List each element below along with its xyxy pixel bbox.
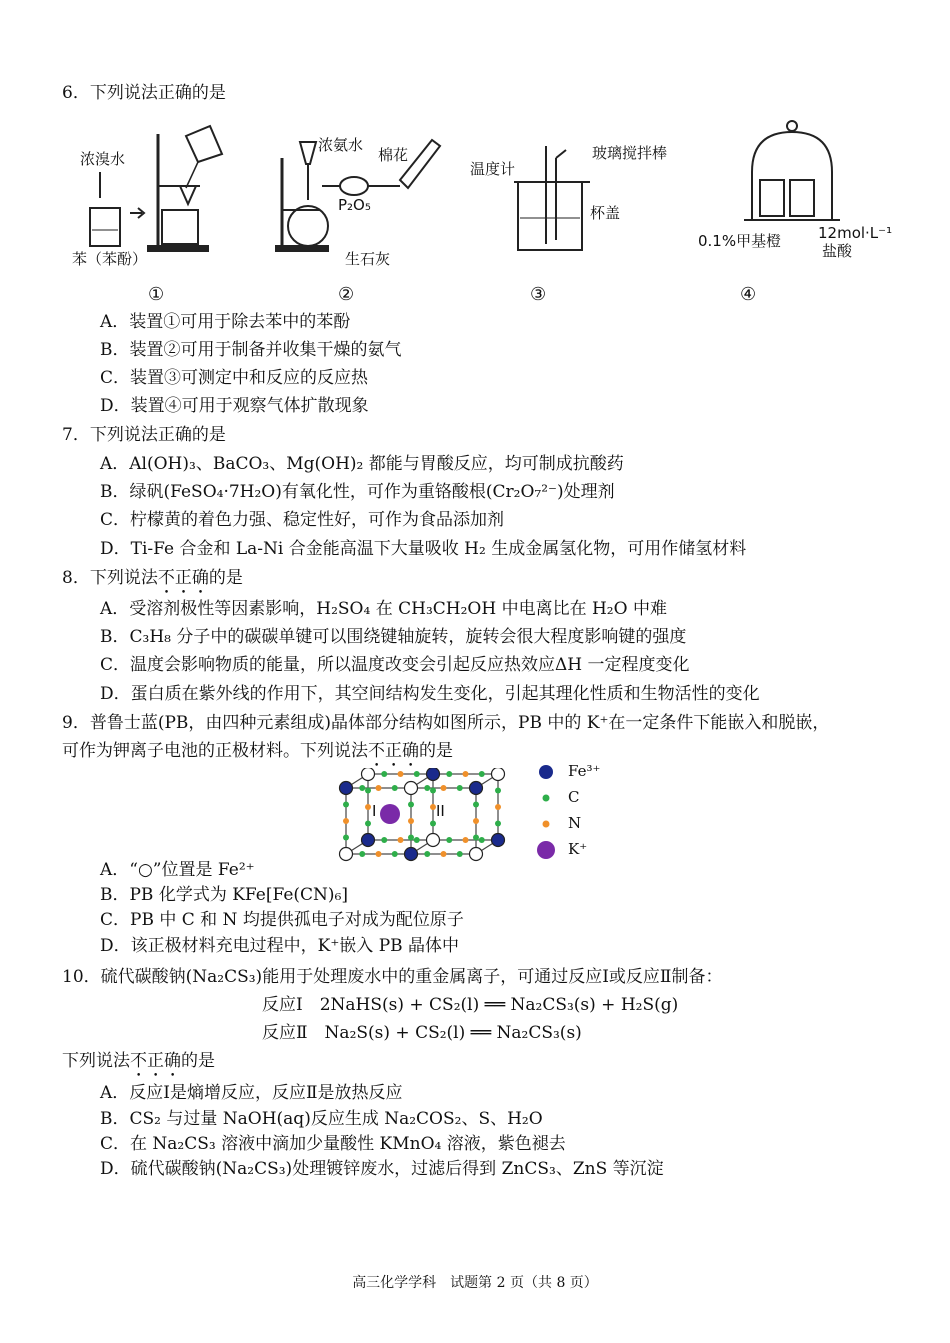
nitrogen-atom: [408, 818, 414, 824]
q9-stem-line1: 9．普鲁士蓝(PB，由四种元素组成)晶体部分结构如图所示，PB 中的 K⁺在一定条件下能嵌入和脱嵌，: [62, 713, 830, 733]
nitrogen-atom: [398, 837, 404, 843]
carbon-atom: [359, 785, 365, 791]
crystal-structure-figure: [334, 768, 534, 868]
carbon-atom: [359, 851, 365, 857]
q9-option-b: B．PB 化学式为 KFe[Fe(CN)₆]: [100, 885, 349, 905]
figure-number-4: ④: [740, 284, 757, 305]
carbon-atom: [408, 802, 414, 808]
carbon-atom: [457, 785, 463, 791]
q7-option-b: B．绿矾(FeSO₄·7H₂O)有氧化性，可作为重铬酸根(Cr₂O₇²⁻)处理剂: [100, 482, 615, 502]
f3-thermo-label: 温度计: [470, 160, 516, 178]
carbon-atom: [446, 771, 452, 777]
q10-cont-emphasis: 不正确: [130, 1051, 181, 1071]
q7-option-c: C．柠檬黄的着色力强、稳定性好，可作为食品添加剂: [100, 510, 505, 530]
f4-right-conc-label: 12mol·L⁻¹: [818, 224, 893, 242]
fe3-atom: [492, 834, 505, 847]
q6-option-d: D．装置④可用于观察气体扩散现象: [100, 396, 369, 416]
q10-cont-pre: 下列说法: [62, 1051, 130, 1071]
carbon-atom: [473, 835, 479, 841]
f2-solid-label: 生石灰: [345, 250, 391, 268]
legend-n: N: [568, 814, 582, 832]
carbon-atom: [343, 835, 349, 841]
q6-apparatus-figure: [0, 118, 950, 288]
fe2-atom: [427, 834, 440, 847]
carbon-atom: [424, 851, 430, 857]
carbon-atom: [430, 788, 436, 794]
carbon-atom: [343, 802, 349, 808]
q10-option-a: A．反应Ⅰ是熵增反应，反应Ⅱ是放热反应: [100, 1083, 403, 1103]
q9-option-d: D．该正极材料充电过程中，K⁺嵌入 PB 晶体中: [100, 936, 460, 956]
fe3-atom: [427, 768, 440, 781]
carbon-atom: [495, 821, 501, 827]
apparatus-2: [276, 136, 440, 268]
f2-cotton-label: 棉花: [378, 146, 409, 164]
apparatus-1: [72, 126, 222, 268]
nitrogen-atom: [463, 771, 469, 777]
q7-option-d: D．Ti-Fe 合金和 La-Ni 合金能高温下大量吸收 H₂ 生成金属氢化物，可用作储氢材料: [100, 539, 747, 559]
q8-option-d: D．蛋白质在紫外线的作用下，其空间结构发生变化，引起其理化性质和生物活性的变化: [100, 684, 760, 704]
f2-drier-label: P₂O₅: [338, 196, 371, 214]
carbon-atom: [381, 771, 387, 777]
f4-left-label: 0.1%甲基橙: [698, 232, 782, 250]
carbon-atom: [392, 785, 398, 791]
q10-reaction-2: 反应Ⅱ Na₂S(s) + CS₂(l) ══ Na₂CS₃(s): [262, 1023, 582, 1043]
legend-k-marker: [537, 841, 555, 859]
carbon-atom: [365, 788, 371, 794]
fe2-atom: [362, 768, 375, 781]
carbon-atom: [479, 771, 485, 777]
q8-stem-emphasis: 不正确: [157, 568, 209, 588]
legend-c: C: [568, 788, 580, 806]
q10-stem: 10．硫代碳酸钠(Na₂CS₃)能用于处理废水中的重金属离子，可通过反应Ⅰ或反应Ⅱ制备：: [62, 967, 723, 987]
q8-stem-post: 的是: [208, 568, 243, 588]
carbon-atom: [479, 837, 485, 843]
carbon-atom: [457, 851, 463, 857]
q9-stem-post: 的是: [419, 741, 453, 761]
cell-label-1: I: [372, 802, 377, 820]
q9-stem-pre: 可作为钾离子电池的正极材料。下列说法: [62, 741, 368, 761]
carbon-atom: [381, 837, 387, 843]
q10-option-c: C．在 Na₂CS₃ 溶液中滴加少量酸性 KMnO₄ 溶液，紫色褪去: [100, 1134, 566, 1154]
nitrogen-atom: [365, 804, 371, 810]
page-footer: 高三化学学科 试题第 2 页（共 8 页）: [352, 1275, 598, 1291]
q6-option-a: A．装置①可用于除去苯中的苯酚: [100, 312, 351, 332]
carbon-atom: [446, 837, 452, 843]
nitrogen-atom: [343, 818, 349, 824]
nitrogen-atom: [376, 785, 382, 791]
q9-option-c: C．PB 中 C 和 N 均提供孤电子对成为配位原子: [100, 910, 464, 930]
crystal-legend-icons: [532, 760, 562, 860]
carbon-atom: [365, 821, 371, 827]
carbon-atom: [473, 802, 479, 808]
q8-stem: [62, 567, 243, 598]
cell-label-2: II: [436, 802, 445, 820]
fe3-atom: [362, 834, 375, 847]
f3-stirrer-label: 玻璃搅拌棒: [592, 144, 668, 162]
fe2-atom: [405, 782, 418, 795]
nitrogen-atom: [441, 785, 447, 791]
q9-stem-emphasis: 不正确: [368, 741, 419, 761]
figure-number-1: ①: [148, 284, 165, 305]
nitrogen-atom: [441, 851, 447, 857]
f3-lid-label: 杯盖: [590, 204, 621, 222]
f1-reagent-label: 浓溴水: [80, 150, 126, 168]
potassium-ion: [380, 804, 400, 824]
carbon-atom: [495, 788, 501, 794]
carbon-atom: [392, 851, 398, 857]
f2-reagent-label: 浓氨水: [318, 136, 364, 154]
nitrogen-atom: [473, 818, 479, 824]
carbon-atom: [424, 785, 430, 791]
q6-option-c: C．装置③可测定中和反应的反应热: [100, 368, 369, 388]
q8-option-c: C．温度会影响物质的能量，所以温度改变会引起反应热效应ΔH 一定程度变化: [100, 655, 690, 675]
q8-stem-pre: 8．下列说法: [62, 568, 158, 588]
carbon-atom: [414, 837, 420, 843]
f4-right-name-label: 盐酸: [822, 242, 853, 260]
fe2-atom: [470, 848, 483, 861]
q10-option-d: D．硫代碳酸钠(Na₂CS₃)处理镀锌废水，过滤后得到 ZnCS₃、ZnS 等沉淀: [100, 1159, 664, 1179]
nitrogen-atom: [376, 851, 382, 857]
fe3-atom: [470, 782, 483, 795]
nitrogen-atom: [463, 837, 469, 843]
q7-option-a: A．Al(OH)₃、BaCO₃、Mg(OH)₂ 都能与胃酸反应，均可制成抗酸药: [100, 454, 624, 474]
q6-stem: 6．下列说法正确的是: [62, 83, 226, 103]
nitrogen-atom: [495, 804, 501, 810]
legend-fe3-marker: [539, 765, 553, 779]
carbon-atom: [414, 771, 420, 777]
carbon-atom: [408, 835, 414, 841]
legend-k: K⁺: [568, 840, 588, 858]
nitrogen-atom: [398, 771, 404, 777]
q6-option-b: B．装置②可用于制备并收集干燥的氨气: [100, 340, 402, 360]
legend-fe3: Fe³⁺: [568, 762, 601, 780]
legend-c-marker: [543, 795, 550, 802]
q7-stem: 7．下列说法正确的是: [62, 425, 226, 445]
q9-stem-line2: [62, 740, 453, 771]
q10-cont-post: 的是: [181, 1051, 215, 1071]
q8-option-a: A．受溶剂极性等因素影响，H₂SO₄ 在 CH₃CH₂OH 中电离比在 H₂O 中难: [100, 599, 667, 619]
fe3-atom: [340, 782, 353, 795]
legend-n-marker: [543, 821, 550, 828]
q10-continuation: [62, 1050, 215, 1081]
fe2-atom: [340, 848, 353, 861]
fe3-atom: [405, 848, 418, 861]
apparatus-4: [698, 121, 892, 260]
figure-number-2: ②: [338, 284, 355, 305]
q10-reaction-1: 反应Ⅰ 2NaHS(s) + CS₂(l) ══ Na₂CS₃(s) + H₂S(g): [262, 995, 679, 1015]
fe2-atom: [492, 768, 505, 781]
q10-option-b: B．CS₂ 与过量 NaOH(aq)反应生成 Na₂COS₂、S、H₂O: [100, 1109, 543, 1129]
apparatus-3: [470, 144, 667, 250]
f1-solvent-label: 苯（苯酚）: [72, 250, 148, 268]
q8-option-b: B．C₃H₈ 分子中的碳碳单键可以围绕键轴旋转，旋转会很大程度影响键的强度: [100, 627, 687, 647]
q9-option-a: A．“○”位置是 Fe²⁺: [100, 860, 255, 880]
figure-number-3: ③: [530, 284, 547, 305]
carbon-atom: [430, 821, 436, 827]
